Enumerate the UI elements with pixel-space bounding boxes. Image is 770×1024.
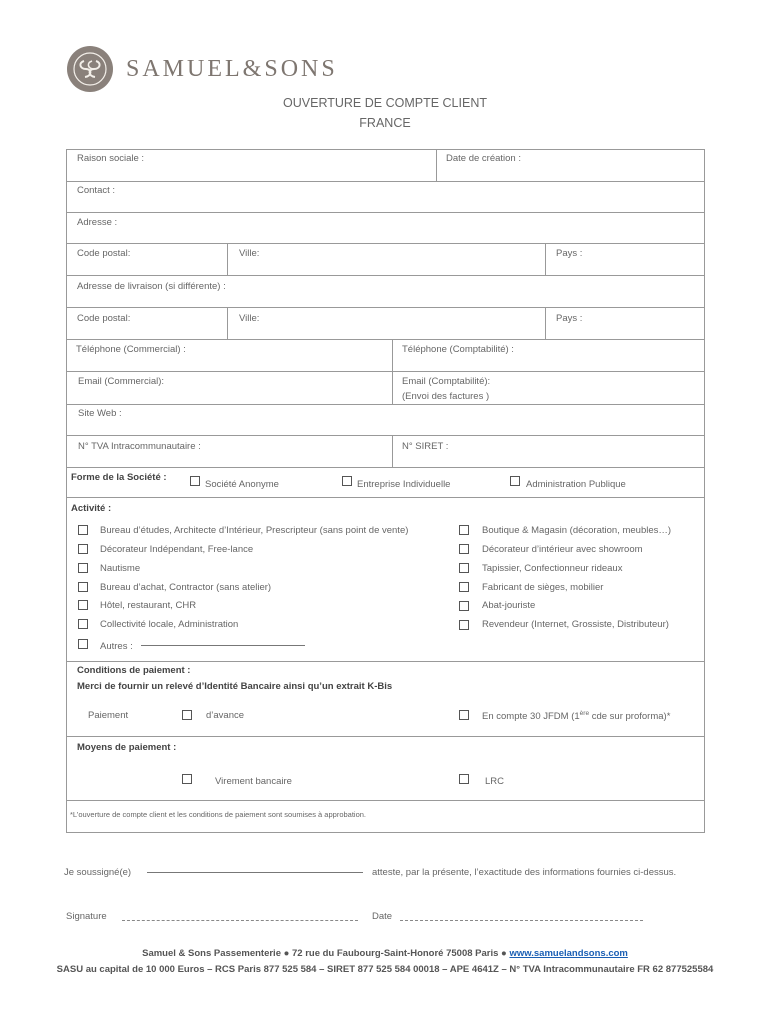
pays-field[interactable]: Pays : <box>556 248 583 259</box>
soussigne-input-line[interactable] <box>147 872 363 873</box>
activite-option: Fabricant de sièges, mobilier <box>482 582 604 593</box>
divider <box>66 307 705 308</box>
entreprise-individuelle-label: Entreprise Individuelle <box>357 479 451 490</box>
virement-label: Virement bancaire <box>215 776 292 787</box>
virement-checkbox[interactable] <box>182 774 192 784</box>
activite-option: Hôtel, restaurant, CHR <box>100 600 197 611</box>
monogram-icon <box>70 49 110 89</box>
divider <box>227 307 228 339</box>
raison-sociale-field[interactable]: Raison sociale : <box>77 153 145 164</box>
autres-checkbox[interactable] <box>78 639 88 649</box>
conditions-paiement-label: Conditions de paiement : <box>77 665 191 676</box>
divider <box>66 404 705 405</box>
brand-name: SAMUEL&SONS <box>126 56 338 82</box>
divider <box>227 243 228 275</box>
lrc-label: LRC <box>485 776 505 787</box>
activite-checkbox[interactable] <box>78 582 88 592</box>
moyens-paiement-label: Moyens de paiement : <box>77 742 177 753</box>
tel-comptabilite-field[interactable]: Téléphone (Comptabilité) : <box>402 344 514 355</box>
divider <box>436 149 437 181</box>
divider <box>66 275 705 276</box>
activite-checkbox[interactable] <box>78 600 88 610</box>
activite-checkbox[interactable] <box>459 620 469 630</box>
footer-address: Samuel & Sons Passementerie ● 72 rue du Faubourg-Saint-Honoré 75008 Paris ● www.samuelandsons.com <box>142 948 628 959</box>
divider <box>66 181 705 182</box>
autres-label: Autres : <box>100 641 133 652</box>
envoi-factures-note: (Envoi des factures ) <box>402 391 490 402</box>
autres-input-line[interactable] <box>141 645 305 646</box>
lrc-checkbox[interactable] <box>459 774 469 784</box>
activite-option: Nautisme <box>100 563 141 574</box>
site-web-field[interactable]: Site Web : <box>78 408 122 419</box>
date-label: Date <box>372 911 393 922</box>
siret-field[interactable]: N° SIRET : <box>402 441 449 452</box>
en-compte-label: En compte 30 JFDM (1ère cde sur proforma)* <box>482 710 671 723</box>
activite-option: Boutique & Magasin (décoration, meubles…) <box>482 525 672 536</box>
divider <box>66 497 705 498</box>
paiement-avance-checkbox[interactable] <box>182 710 192 720</box>
code-postal-livraison-field[interactable]: Code postal: <box>77 313 131 324</box>
en-compte-checkbox[interactable] <box>459 710 469 720</box>
entreprise-individuelle-checkbox[interactable] <box>342 476 352 486</box>
ville-field[interactable]: Ville: <box>239 248 260 259</box>
signature-input-line[interactable] <box>122 920 358 921</box>
administration-publique-label: Administration Publique <box>526 479 626 490</box>
activite-checkbox[interactable] <box>459 601 469 611</box>
divider <box>66 435 705 436</box>
activite-checkbox[interactable] <box>78 544 88 554</box>
email-comptabilite-field[interactable]: Email (Comptabilité): <box>402 376 491 387</box>
activite-option: Collectivité locale, Administration <box>100 619 239 630</box>
divider <box>545 307 546 339</box>
divider <box>66 212 705 213</box>
activite-checkbox[interactable] <box>459 582 469 592</box>
societe-anonyme-label: Société Anonyme <box>205 479 279 490</box>
pays-livraison-field[interactable]: Pays : <box>556 313 583 324</box>
activite-option: Tapissier, Confectionneur rideaux <box>482 563 623 574</box>
divider <box>66 800 705 801</box>
divider <box>66 736 705 737</box>
activite-option: Décorateur Indépendant, Free-lance <box>100 544 254 555</box>
signature-label: Signature <box>66 911 107 922</box>
activite-checkbox[interactable] <box>78 525 88 535</box>
form-title: OUVERTURE DE COMPTE CLIENT <box>283 96 487 110</box>
activite-checkbox[interactable] <box>459 525 469 535</box>
activite-option: Revendeur (Internet, Grossiste, Distributeur) <box>482 619 669 630</box>
date-creation-field[interactable]: Date de création : <box>446 153 521 164</box>
activite-checkbox[interactable] <box>78 563 88 573</box>
website-link[interactable]: www.samuelandsons.com <box>509 948 628 959</box>
activite-label: Activité : <box>71 503 112 514</box>
brand-logo <box>67 46 113 92</box>
activite-option: Bureau d’achat, Contractor (sans atelier) <box>100 582 272 593</box>
soussigne-label: Je soussigné(e) <box>64 867 132 878</box>
activite-checkbox[interactable] <box>78 619 88 629</box>
activite-option: Abat-jouriste <box>482 600 536 611</box>
conditions-note: Merci de fournir un relevé d’Identité Bancaire ainsi qu’un extrait K-Bis <box>77 681 393 692</box>
activite-option: Décorateur d’intérieur avec showroom <box>482 544 643 555</box>
activite-checkbox[interactable] <box>459 544 469 554</box>
forme-societe-label: Forme de la Société : <box>71 472 167 483</box>
divider <box>66 371 705 372</box>
societe-anonyme-checkbox[interactable] <box>190 476 200 486</box>
divider <box>392 339 393 404</box>
code-postal-field[interactable]: Code postal: <box>77 248 131 259</box>
ville-livraison-field[interactable]: Ville: <box>239 313 260 324</box>
tva-field[interactable]: N° TVA Intracommunautaire : <box>78 441 201 452</box>
form-subtitle: FRANCE <box>359 116 411 130</box>
divider <box>66 661 705 662</box>
adresse-livraison-field[interactable]: Adresse de livraison (si différente) : <box>77 281 226 292</box>
divider <box>392 435 393 467</box>
contact-field[interactable]: Contact : <box>77 185 116 196</box>
footer-legal: SASU au capital de 10 000 Euros – RCS Paris 877 525 584 – SIRET 877 525 584 00018 – APE 4641Z – N° TVA Intracommunautaire FR 62 877525584 <box>56 964 714 975</box>
divider <box>545 243 546 275</box>
divider <box>66 467 705 468</box>
paiement-label: Paiement <box>88 710 129 721</box>
activite-option: Bureau d’études, Architecte d’Intérieur, Prescripteur (sans point de vente) <box>100 525 409 536</box>
tel-commercial-field[interactable]: Téléphone (Commercial) : <box>76 344 186 355</box>
atteste-text: atteste, par la présente, l’exactitude des informations fournies ci-dessus. <box>372 867 677 878</box>
adresse-field[interactable]: Adresse : <box>77 217 118 228</box>
divider <box>66 339 705 340</box>
form-frame <box>66 149 705 833</box>
administration-publique-checkbox[interactable] <box>510 476 520 486</box>
disclaimer: *L’ouverture de compte client et les conditions de paiement sont soumises à approbation. <box>70 810 367 819</box>
activite-checkbox[interactable] <box>459 563 469 573</box>
date-input-line[interactable] <box>400 920 643 921</box>
paiement-avance-label: d’avance <box>206 710 245 721</box>
email-commercial-field[interactable]: Email (Commercial): <box>78 376 165 387</box>
divider <box>66 243 705 244</box>
